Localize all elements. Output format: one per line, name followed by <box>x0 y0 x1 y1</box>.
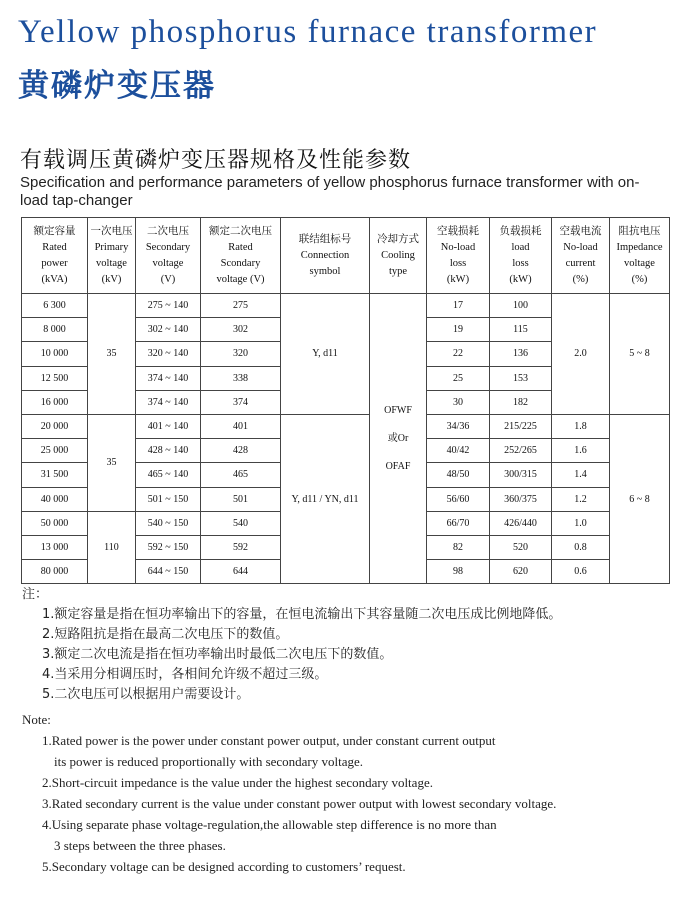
cell-rated-secondary-voltage: 644 <box>201 560 281 584</box>
cell-rated-power: 50 000 <box>22 511 88 535</box>
cell-no-load-loss: 40/42 <box>427 439 490 463</box>
note-item: 2.Short-circuit impedance is the value under the highest secondary voltage. <box>42 775 433 790</box>
cell-no-load-loss: 56/60 <box>427 487 490 511</box>
cell-impedance-voltage: 6 ~ 8 <box>610 414 670 583</box>
cell-secondary-voltage: 320 ~ 140 <box>136 342 201 366</box>
note-item: 3.Rated secondary current is the value under constant power output with lowest secondary voltage. <box>42 796 557 811</box>
cell-no-load-current: 2.0 <box>552 294 610 415</box>
cell-connection-symbol: Y, d11 / YN, d11 <box>281 414 370 583</box>
col-header-rated-power: 额定容量 Rated power (kVA) <box>22 218 88 294</box>
cell-rated-secondary-voltage: 592 <box>201 535 281 559</box>
spec-table <box>21 217 670 584</box>
section-title-english: Specification and performance parameters of yellow phosphorus furnace transformer with on-load tap-changer <box>20 174 640 209</box>
cell-load-loss: 100 <box>490 294 552 318</box>
cell-load-loss: 360/375 <box>490 487 552 511</box>
notes-english-label: Note: <box>22 712 51 727</box>
cell-rated-secondary-voltage: 428 <box>201 439 281 463</box>
cell-no-load-current: 1.2 <box>552 487 610 511</box>
title-chinese: 黄磷炉变压器 <box>18 68 216 104</box>
cell-rated-secondary-voltage: 302 <box>201 318 281 342</box>
cell-rated-power: 20 000 <box>22 414 88 438</box>
cell-no-load-current: 1.4 <box>552 463 610 487</box>
cell-secondary-voltage: 401 ~ 140 <box>136 414 201 438</box>
table-row <box>22 294 670 318</box>
cell-primary-voltage: 35 <box>88 294 136 415</box>
notes-chinese <box>22 585 561 705</box>
cell-secondary-voltage: 540 ~ 150 <box>136 511 201 535</box>
note-item-continuation: its power is reduced proportionally with secondary voltage. <box>54 754 364 769</box>
cell-secondary-voltage: 501 ~ 150 <box>136 487 201 511</box>
col-header-secondary-voltage: 二次电压 Secondary voltage (V) <box>136 218 201 294</box>
cell-no-load-loss: 34/36 <box>427 414 490 438</box>
cell-secondary-voltage: 374 ~ 140 <box>136 366 201 390</box>
cell-no-load-loss: 22 <box>427 342 490 366</box>
cell-rated-power: 10 000 <box>22 342 88 366</box>
cell-no-load-loss: 48/50 <box>427 463 490 487</box>
cell-primary-voltage: 110 <box>88 511 136 584</box>
cell-no-load-loss: 25 <box>427 366 490 390</box>
table-row <box>22 414 670 438</box>
cell-secondary-voltage: 275 ~ 140 <box>136 294 201 318</box>
note-item: 4.当采用分相调压时，各相间允许级不超过三级。 <box>42 667 328 682</box>
section-title-chinese: 有载调压黄磷炉变压器规格及性能参数 <box>20 148 412 173</box>
col-header-connection-symbol: 联结组标号 Connection symbol <box>281 218 370 294</box>
note-item-continuation: 3 steps between the three phases. <box>54 838 226 853</box>
cell-secondary-voltage: 465 ~ 140 <box>136 463 201 487</box>
cell-load-loss: 520 <box>490 535 552 559</box>
cell-rated-power: 16 000 <box>22 390 88 414</box>
col-header-load-loss: 负载损耗 load loss (kW) <box>490 218 552 294</box>
cell-secondary-voltage: 592 ~ 150 <box>136 535 201 559</box>
cell-no-load-loss: 98 <box>427 560 490 584</box>
cell-rated-secondary-voltage: 401 <box>201 414 281 438</box>
note-item: 2.短路阻抗是指在最高二次电压下的数值。 <box>42 627 289 642</box>
cell-rated-secondary-voltage: 465 <box>201 463 281 487</box>
cell-load-loss: 115 <box>490 318 552 342</box>
note-item: 5.二次电压可以根据用户需要设计。 <box>42 687 250 702</box>
cell-no-load-current: 0.8 <box>552 535 610 559</box>
table-header-row <box>22 218 670 294</box>
cell-rated-power: 6 300 <box>22 294 88 318</box>
cell-primary-voltage: 35 <box>88 414 136 511</box>
cell-secondary-voltage: 374 ~ 140 <box>136 390 201 414</box>
cell-no-load-loss: 66/70 <box>427 511 490 535</box>
notes-english <box>22 709 556 877</box>
cell-cooling-type: OFWF 或Or OFAF <box>370 294 427 584</box>
col-header-rated-secondary-voltage: 额定二次电压 Rated Scondary voltage (V) <box>201 218 281 294</box>
col-header-no-load-current: 空载电流 No-load current (%) <box>552 218 610 294</box>
note-item: 3.额定二次电流是指在恒功率输出时最低二次电压下的数值。 <box>42 647 393 662</box>
cell-load-loss: 215/225 <box>490 414 552 438</box>
note-item: 1.Rated power is the power under constant power output, under constant current output <box>42 733 496 748</box>
cell-rated-secondary-voltage: 275 <box>201 294 281 318</box>
cell-rated-power: 25 000 <box>22 439 88 463</box>
cell-no-load-loss: 82 <box>427 535 490 559</box>
col-header-impedance-voltage: 阻抗电压 Impedance voltage (%) <box>610 218 670 294</box>
cell-load-loss: 252/265 <box>490 439 552 463</box>
cell-load-loss: 300/315 <box>490 463 552 487</box>
col-header-no-load-loss: 空载损耗 No-load loss (kW) <box>427 218 490 294</box>
col-header-cooling-type: 冷却方式 Cooling type <box>370 218 427 294</box>
cell-no-load-current: 1.8 <box>552 414 610 438</box>
cell-rated-power: 40 000 <box>22 487 88 511</box>
cell-rated-secondary-voltage: 374 <box>201 390 281 414</box>
cell-rated-power: 80 000 <box>22 560 88 584</box>
cell-load-loss: 620 <box>490 560 552 584</box>
cell-rated-secondary-voltage: 501 <box>201 487 281 511</box>
col-header-primary-voltage: 一次电压 Primary voltage (kV) <box>88 218 136 294</box>
cell-no-load-current: 1.0 <box>552 511 610 535</box>
cell-no-load-loss: 19 <box>427 318 490 342</box>
cell-load-loss: 153 <box>490 366 552 390</box>
cell-rated-power: 13 000 <box>22 535 88 559</box>
cell-no-load-current: 1.6 <box>552 439 610 463</box>
cell-rated-secondary-voltage: 320 <box>201 342 281 366</box>
note-item: 4.Using separate phase voltage-regulation,the allowable step difference is no more than <box>42 817 497 832</box>
cell-impedance-voltage: 5 ~ 8 <box>610 294 670 415</box>
title-english: Yellow phosphorus furnace transformer <box>18 14 598 50</box>
cell-connection-symbol: Y, d11 <box>281 294 370 415</box>
note-item: 1.额定容量是指在恒功率输出下的容量，在恒电流输出下其容量随二次电压成比例地降低。 <box>42 607 562 622</box>
note-item: 5.Secondary voltage can be designed according to customers’ request. <box>42 859 406 874</box>
cell-rated-secondary-voltage: 540 <box>201 511 281 535</box>
notes-chinese-label: 注： <box>22 587 49 602</box>
cell-no-load-loss: 30 <box>427 390 490 414</box>
cell-rated-power: 31 500 <box>22 463 88 487</box>
cell-rated-power: 8 000 <box>22 318 88 342</box>
cell-secondary-voltage: 644 ~ 150 <box>136 560 201 584</box>
cell-secondary-voltage: 428 ~ 140 <box>136 439 201 463</box>
cell-secondary-voltage: 302 ~ 140 <box>136 318 201 342</box>
cell-load-loss: 136 <box>490 342 552 366</box>
cell-load-loss: 426/440 <box>490 511 552 535</box>
cell-rated-secondary-voltage: 338 <box>201 366 281 390</box>
cell-rated-power: 12 500 <box>22 366 88 390</box>
cell-no-load-current: 0.6 <box>552 560 610 584</box>
cell-load-loss: 182 <box>490 390 552 414</box>
cell-no-load-loss: 17 <box>427 294 490 318</box>
